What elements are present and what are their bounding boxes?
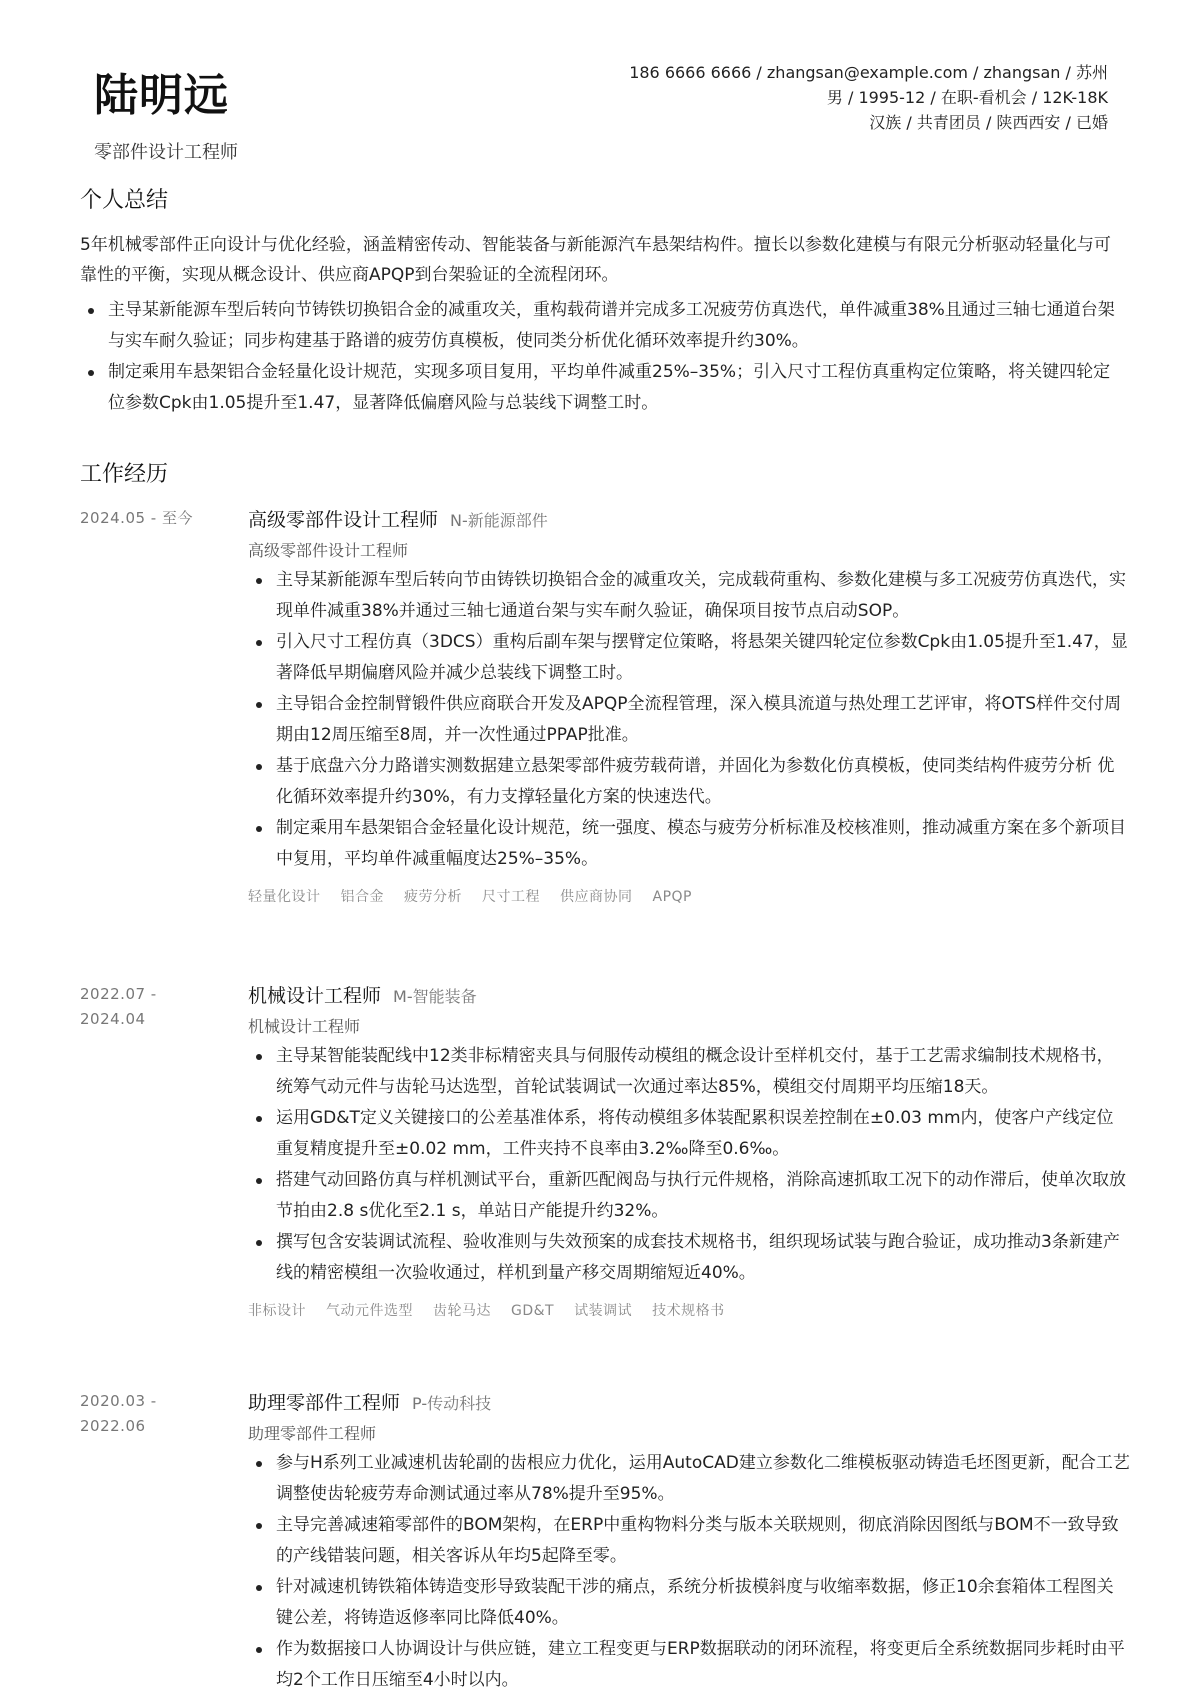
skill-tags — [248, 1299, 1130, 1323]
job-header — [248, 982, 1130, 1011]
skill-tag: 尺寸工程 — [482, 889, 540, 905]
skill-tag: 轻量化设计 — [248, 889, 321, 905]
summary-text: 5年机械零部件正向设计与优化经验，涵盖精密传动、智能装备与新能源汽车悬架结构件。擅长以参数化建模与有限元分析驱动轻量化与可靠性的平衡，实现从概念设计、供应商APQP到台架验证的全流程闭环。 — [80, 235, 1111, 285]
skill-tag: 铝合金 — [340, 889, 384, 905]
list-item: 运用GD&T定义关键接口的公差基准体系，将传动模组多体装配累积误差控制在±0.03 mm内，使客户产线定位重复精度提升至±0.02 mm，工件夹持不良率由3.2‰降至0.6‰。 — [248, 1103, 1130, 1165]
list-item: 主导铝合金控制臂锻件供应商联合开发及APQP全流程管理，深入模具流道与热处理工艺评审，将OTS样件交付周期由12周压缩至8周，并一次性通过PPAP批准。 — [248, 689, 1130, 751]
job-date: 2024.05 - 至今 — [80, 509, 193, 527]
job-header — [248, 1389, 1130, 1418]
job-bullets — [248, 1448, 1130, 1696]
contact-line: 186 6666 6666 / zhangsan@example.com / zhangsan / 苏州 — [629, 63, 1108, 82]
contact-line: 男 / 1995-12 / 在职-看机会 / 12K-18K — [826, 88, 1108, 107]
job-body — [248, 1389, 1130, 1696]
job-date: 2020.03 - 2022.06 — [80, 1392, 157, 1435]
skill-tag: GD&T — [511, 1303, 555, 1319]
job-title: 机械设计工程师 — [248, 985, 382, 1007]
skill-tag: 疲劳分析 — [404, 889, 462, 905]
job-body — [248, 506, 1130, 909]
job-company: P-传动科技 — [412, 1394, 492, 1413]
list-item: 制定乘用车悬架铝合金轻量化设计规范，实现多项目复用，平均单件减重25%–35%；引入尺寸工程仿真重构定位策略，将关键四轮定位参数Cpk由1.05提升至1.47，显著降低偏磨风险与总装线下调整工时。 — [80, 357, 1120, 419]
list-item: 主导某新能源车型后转向节由铸铁切换铝合金的减重攻关，完成载荷重构、参数化建模与多工况疲劳仿真迭代，实现单件减重38%并通过三轴七通道台架与实车耐久验证，确保项目按节点启动SOP。 — [248, 565, 1130, 627]
contact-line: 汉族 / 共青团员 / 陕西西安 / 已婚 — [869, 113, 1108, 132]
skill-tag: 齿轮马达 — [433, 1303, 491, 1319]
summary-heading: 个人总结 — [80, 188, 169, 213]
job-title: 高级零部件设计工程师 — [248, 509, 439, 531]
job-role: 机械设计工程师 — [248, 1017, 361, 1036]
list-item: 撰写包含安装调试流程、验收准则与失效预案的成套技术规格书，组织现场试装与跑合验证，成功推动3条新建产线的精密模组一次验收通过，样机到量产移交周期缩短近40%。 — [248, 1227, 1130, 1289]
list-item: 基于底盘六分力路谱实测数据建立悬架零部件疲劳载荷谱，并固化为参数化仿真模板，使同类结构件疲劳分析 优化循环效率提升约30%，有力支撑轻量化方案的快速迭代。 — [248, 751, 1130, 813]
list-item: 针对减速机铸铁箱体铸造变形导致装配干涉的痛点，系统分析拔模斜度与收缩率数据，修正10余套箱体工程图关键公差，将铸造返修率同比降低40%。 — [248, 1572, 1130, 1634]
job-role: 助理零部件工程师 — [248, 1424, 377, 1443]
skill-tag: 供应商协同 — [560, 889, 633, 905]
skill-tag: 非标设计 — [248, 1303, 306, 1319]
list-item: 搭建气动回路仿真与样机测试平台，重新匹配阀岛与执行元件规格，消除高速抓取工况下的动作滞后，使单次取放节拍由2.8 s优化至2.1 s，单站日产能提升约32%。 — [248, 1165, 1130, 1227]
job-title: 助理零部件工程师 — [248, 1392, 401, 1414]
list-item: 主导某新能源车型后转向节铸铁切换铝合金的减重攻关，重构载荷谱并完成多工况疲劳仿真迭代，单件减重38%且通过三轴七通道台架与实车耐久验证；同步构建基于路谱的疲劳仿真模板，使同类分析优化循环效率提升约30%。 — [80, 295, 1120, 357]
list-item: 引入尺寸工程仿真（3DCS）重构后副车架与摆臂定位策略，将悬架关键四轮定位参数Cpk由1.05提升至1.47，显著降低早期偏磨风险并减少总装线下调整工时。 — [248, 627, 1130, 689]
skill-tag: 试装调试 — [574, 1303, 633, 1319]
candidate-title: 零部件设计工程师 — [94, 142, 238, 163]
job-body — [248, 982, 1130, 1323]
summary-bullets — [80, 295, 1120, 419]
job-role: 高级零部件设计工程师 — [248, 541, 409, 560]
contact-info — [629, 60, 1108, 135]
job-date: 2022.07 - 2024.04 — [80, 985, 157, 1028]
candidate-name: 陆明远 — [94, 70, 229, 121]
skill-tag: 技术规格书 — [652, 1303, 725, 1319]
skill-tag: APQP — [652, 889, 692, 905]
list-item: 参与H系列工业减速机齿轮副的齿根应力优化，运用AutoCAD建立参数化二维模板驱动铸造毛坯图更新，配合工艺调整使齿轮疲劳寿命测试通过率从78%提升至95%。 — [248, 1448, 1130, 1510]
list-item: 主导某智能装配线中12类非标精密夹具与伺服传动模组的概念设计至样机交付，基于工艺需求编制技术规格书，统筹气动元件与齿轮马达选型，首轮试装调试一次通过率达85%，模组交付周期平均压缩18天。 — [248, 1041, 1130, 1103]
job-company: M-智能装备 — [393, 987, 477, 1006]
experience-heading: 工作经历 — [80, 462, 169, 487]
job-bullets — [248, 1041, 1130, 1289]
job-header — [248, 506, 1130, 535]
skill-tags — [248, 885, 1130, 909]
skill-tag: 气动元件选型 — [326, 1303, 413, 1319]
list-item: 作为数据接口人协调设计与供应链，建立工程变更与ERP数据联动的闭环流程，将变更后全系统数据同步耗时由平均2个工作日压缩至4小时以内。 — [248, 1634, 1130, 1696]
list-item: 主导完善减速箱零部件的BOM架构，在ERP中重构物料分类与版本关联规则，彻底消除因图纸与BOM不一致导致的产线错装问题，相关客诉从年均5起降至零。 — [248, 1510, 1130, 1572]
job-bullets — [248, 565, 1130, 875]
job-company: N-新能源部件 — [450, 511, 548, 530]
list-item: 制定乘用车悬架铝合金轻量化设计规范，统一强度、模态与疲劳分析标准及校核准则，推动减重方案在多个新项目中复用，平均单件减重幅度达25%–35%。 — [248, 813, 1130, 875]
